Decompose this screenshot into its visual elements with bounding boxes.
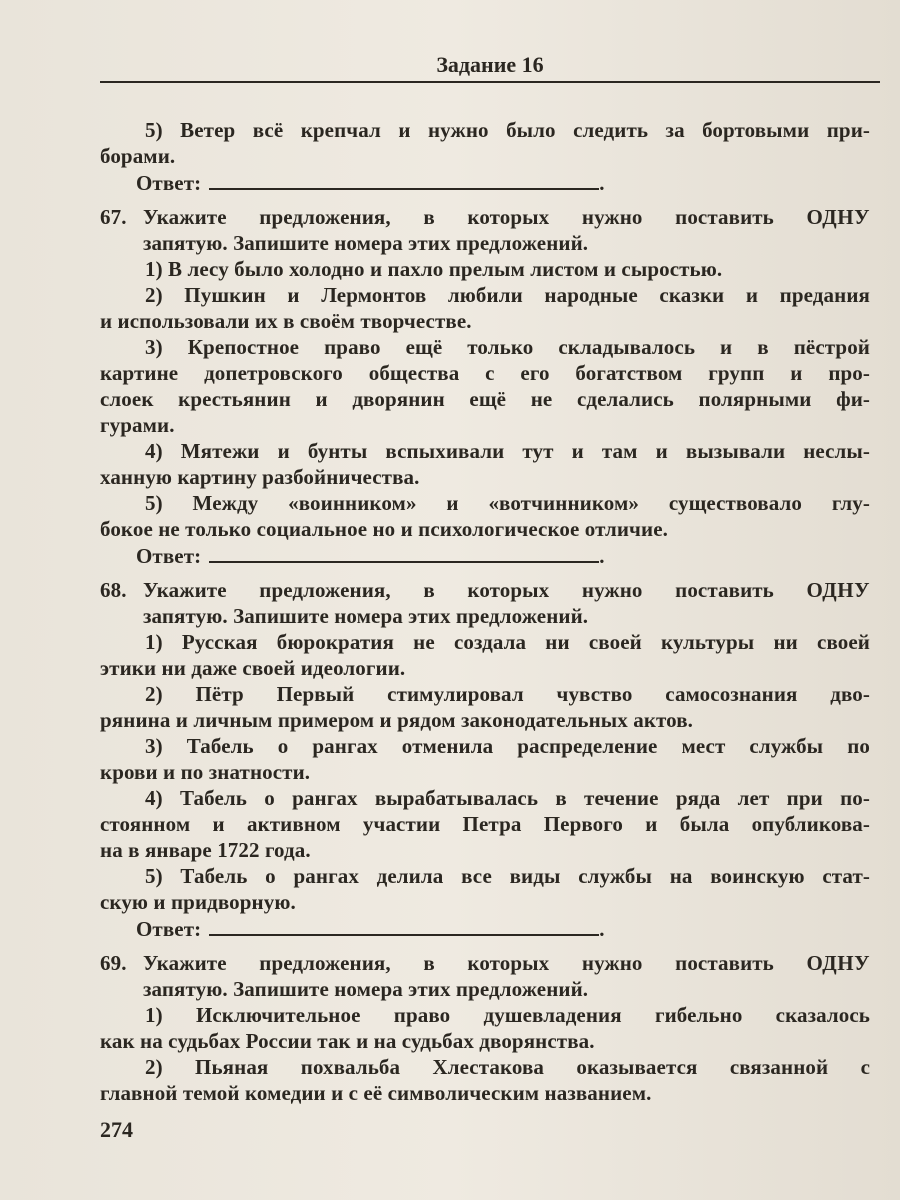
answer-end: . bbox=[599, 544, 605, 568]
item-line: 5) Между «воинником» и «вотчинником» существовало глу- bbox=[145, 491, 870, 515]
item-line: борами. bbox=[100, 144, 176, 168]
question-prompt bbox=[100, 577, 870, 603]
answer-blank[interactable] bbox=[209, 916, 599, 936]
question-number: 68. bbox=[100, 578, 127, 602]
item-line: ханную картину разбойничества. bbox=[100, 465, 420, 489]
item-line: 2) Пьяная похвальба Хлестакова оказывается связанной с bbox=[145, 1055, 870, 1079]
answer-field bbox=[100, 543, 870, 569]
prompt-emphasis: ОДНУ bbox=[806, 578, 870, 602]
answer-label: Ответ: bbox=[136, 544, 202, 568]
question-prompt-cont: запятую. Запишите номера этих предложений. bbox=[143, 231, 589, 255]
item-line: рянина и личным примером и рядом законодательных актов. bbox=[100, 708, 694, 732]
question-prompt bbox=[100, 204, 870, 230]
item-line: бокое не только социальное но и психологическое отличие. bbox=[100, 517, 668, 541]
prompt-emphasis: ОДНУ bbox=[806, 205, 870, 229]
item-line: картине допетровского общества с его богатством групп и про- bbox=[100, 361, 870, 385]
question-prompt bbox=[100, 950, 870, 976]
question-68 bbox=[100, 577, 870, 942]
item-line: гурами. bbox=[100, 413, 175, 437]
question-69 bbox=[100, 950, 870, 1106]
answer-label: Ответ: bbox=[136, 171, 202, 195]
item-line: 1) Исключительное право душевладения гибельно сказалось bbox=[145, 1003, 870, 1027]
intro-block bbox=[100, 117, 870, 196]
answer-end: . bbox=[599, 171, 605, 195]
page-number: 274 bbox=[100, 1117, 133, 1142]
item-line: стоянном и активном участии Петра Первого и была опубликова- bbox=[100, 812, 870, 836]
item-line: 1) В лесу было холодно и пахло прелым листом и сыростью. bbox=[145, 257, 723, 281]
prompt-emphasis: ОДНУ bbox=[806, 951, 870, 975]
question-number: 67. bbox=[100, 205, 127, 229]
prompt-text: Укажите предложения, в которых нужно поставить bbox=[143, 951, 774, 975]
item-line: 1) Русская бюрократия не создала ни своей культуры ни своей bbox=[145, 630, 870, 654]
answer-field bbox=[100, 170, 870, 196]
item-line: главной темой комедии и с её символическим названием. bbox=[100, 1081, 652, 1105]
question-prompt-cont: запятую. Запишите номера этих предложений. bbox=[143, 604, 589, 628]
item-line: крови и по знатности. bbox=[100, 760, 311, 784]
answer-field bbox=[100, 916, 870, 942]
prompt-text: Укажите предложения, в которых нужно поставить bbox=[143, 578, 774, 602]
item-line: 2) Пётр Первый стимулировал чувство самосознания дво- bbox=[145, 682, 870, 706]
section-title: Задание 16 bbox=[436, 52, 544, 77]
answer-label: Ответ: bbox=[136, 917, 202, 941]
item-line: как на судьбах России так и на судьбах дворянства. bbox=[100, 1029, 595, 1053]
item-line: 4) Мятежи и бунты вспыхивали тут и там и вызывали неслы- bbox=[145, 439, 870, 463]
answer-blank[interactable] bbox=[209, 170, 599, 190]
item-line: 2) Пушкин и Лермонтов любили народные сказки и предания bbox=[145, 283, 870, 307]
item-line: 5) Табель о рангах делила все виды службы на воинскую стат- bbox=[145, 864, 870, 888]
answer-blank[interactable] bbox=[209, 543, 599, 563]
item-line: 5) Ветер всё крепчал и нужно было следить за бортовыми при- bbox=[145, 118, 870, 142]
item-line: этики ни даже своей идеологии. bbox=[100, 656, 406, 680]
item-line: 3) Табель о рангах отменила распределение мест службы по bbox=[145, 734, 870, 758]
item-line: слоек крестьянин и дворянин ещё не сделались полярными фи- bbox=[100, 387, 870, 411]
answer-end: . bbox=[599, 917, 605, 941]
item-line: 3) Крепостное право ещё только складывалось и в пёстрой bbox=[145, 335, 870, 359]
item-line: скую и придворную. bbox=[100, 890, 296, 914]
prompt-text: Укажите предложения, в которых нужно поставить bbox=[143, 205, 774, 229]
header-rule bbox=[100, 81, 880, 83]
item-line: на в январе 1722 года. bbox=[100, 838, 311, 862]
item-line: и использовали их в своём творчестве. bbox=[100, 309, 472, 333]
question-67 bbox=[100, 204, 870, 569]
question-number: 69. bbox=[100, 951, 127, 975]
item-line: 4) Табель о рангах вырабатывалась в течение ряда лет при по- bbox=[145, 786, 870, 810]
question-prompt-cont: запятую. Запишите номера этих предложений. bbox=[143, 977, 589, 1001]
